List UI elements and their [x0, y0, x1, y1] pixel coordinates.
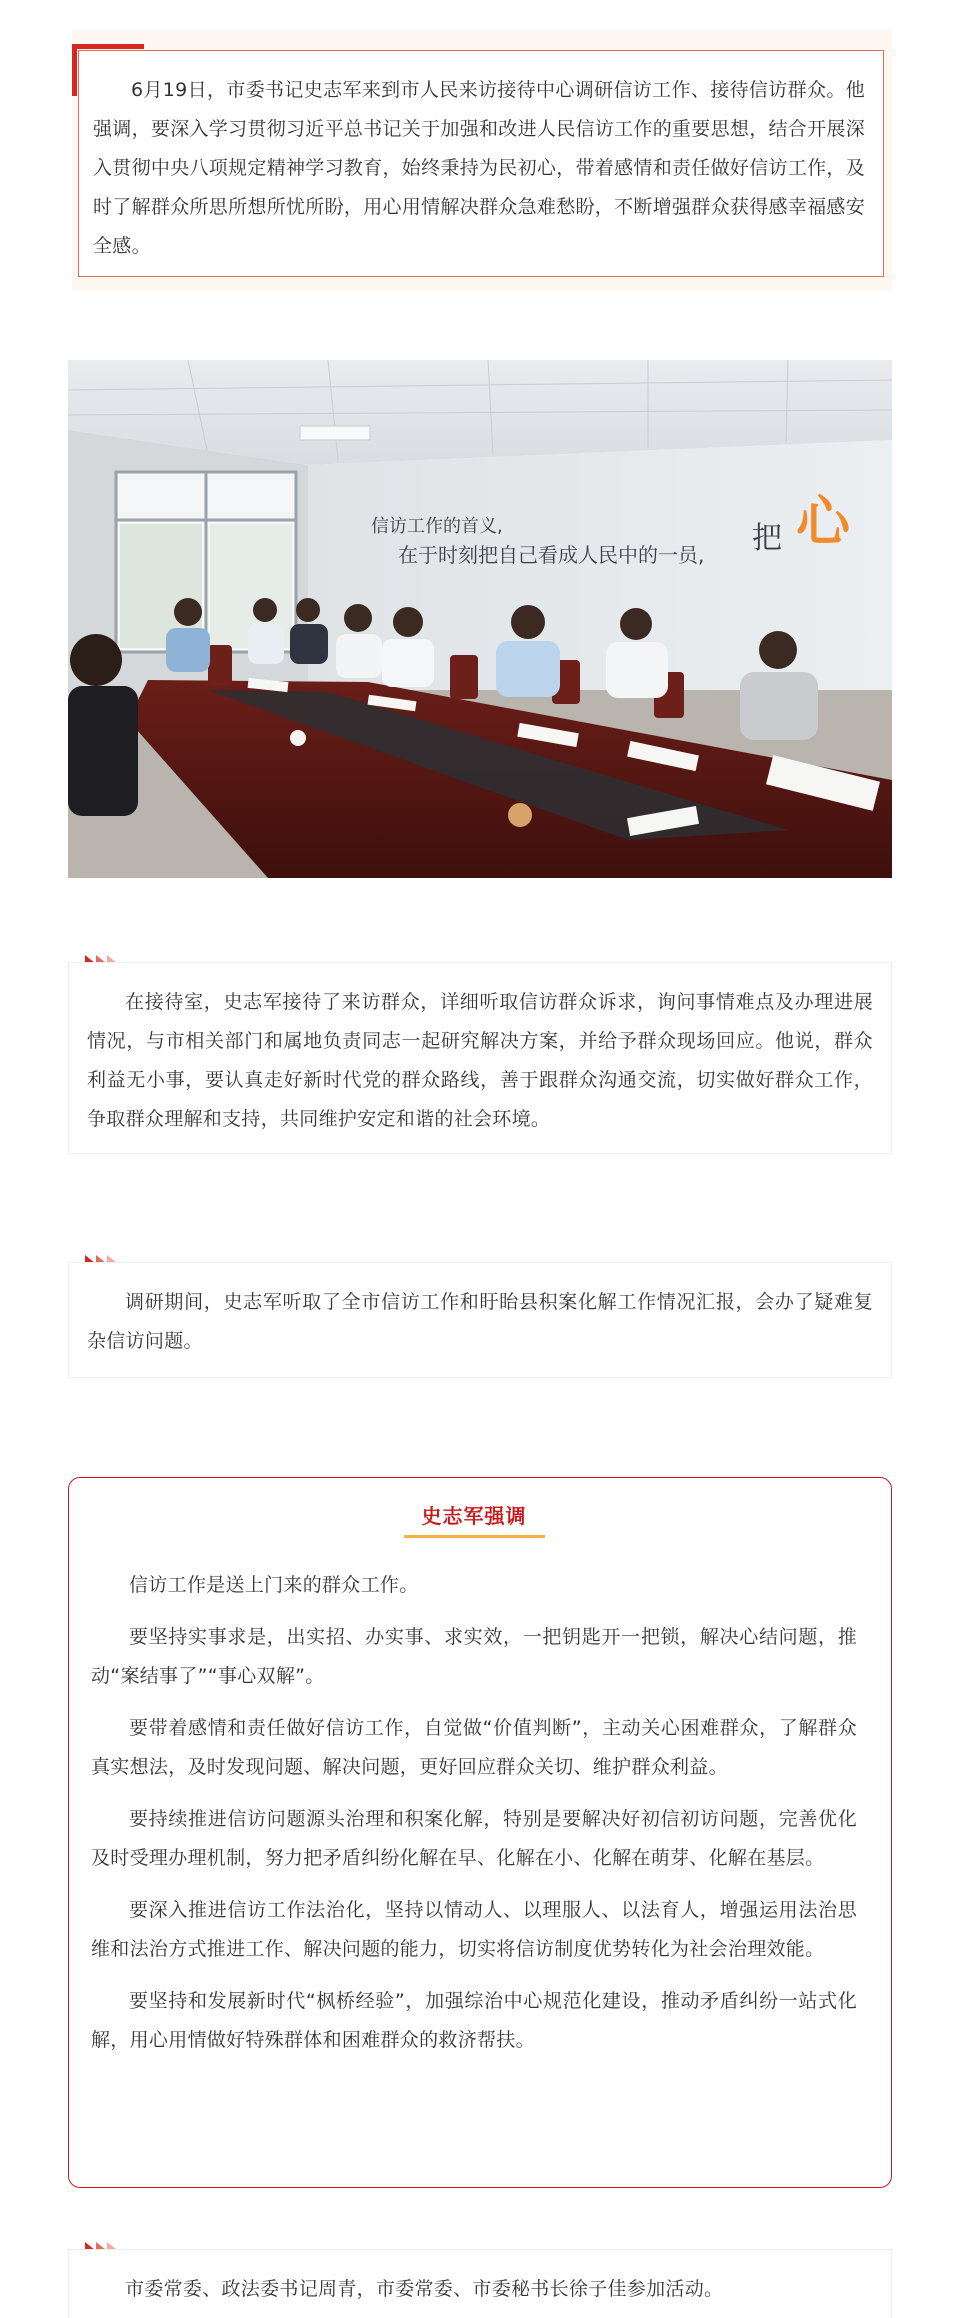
emphasis-title: 史志军强调 [404, 1500, 545, 1538]
wall-slogan-line1: 信访工作的首义, [371, 516, 503, 537]
emphasis-point: 要坚持和发展新时代“枫桥经验”，加强综治中心规范化建设，推动矛盾纠纷一站式化解，用心用情做好特殊群体和困难群众的救济帮扶。 [91, 1990, 857, 2051]
wall-slogan-line4: 心 [796, 490, 850, 553]
section-2-box [68, 1262, 892, 1378]
emphasis-point: 要持续推进信访问题源头治理和积案化解，特别是要解决好初信初访问题，完善优化及时受理办理机制，努力把矛盾纠纷化解在早、化解在小、化解在萌芽、化解在基层。 [91, 1808, 857, 1869]
intro-top-accent [72, 44, 144, 49]
section-2-paragraph: 调研期间，史志军听取了全市信访工作和盱眙县积案化解工作情况汇报，会办了疑难复杂信访问题。 [87, 1291, 873, 1352]
section-3-paragraph: 市委常委、政法委书记周青，市委常委、市委秘书长徐子佳参加活动。 [125, 2278, 724, 2300]
intro-paragraph: 6月19日，市委书记史志军来到市人民来访接待中心调研信访工作、接待信访群众。他强调，要深入学习贯彻习近平总书记关于加强和改进人民信访工作的重要思想，结合开展深入贯彻中央八项规定精神学习教育，始终秉持为民初心，带着感情和责任做好信访工作，及时了解群众所思所想所忧所盼，用心用情解决群众急难愁盼，不断增强群众获得感幸福感安全感。 [93, 79, 866, 257]
section-1-paragraph: 在接待室，史志军接待了来访群众，详细听取信访群众诉求，询问事情难点及办理进展情况，与市相关部门和属地负责同志一起研究解决方案，并给予群众现场回应。他说，群众利益无小事，要认真走好新时代党的群众路线，善于跟群众沟通交流，切实做好群众工作，争取群众理解和支持，共同维护安定和谐的社会环境。 [87, 991, 873, 1130]
emphasis-point: 信访工作是送上门来的群众工作。 [129, 1574, 419, 1596]
wall-slogan-line2: 在于时刻把自己看成人民中的一员, [398, 543, 705, 567]
emphasis-point: 要带着感情和责任做好信访工作，自觉做“价值判断”，主动关心困难群众，了解群众真实想法，及时发现问题、解决问题，更好回应群众关切、维护群众利益。 [91, 1717, 857, 1778]
section-3-box [68, 2249, 892, 2318]
emphasis-panel [68, 1477, 892, 2188]
meeting-photo [68, 360, 892, 878]
wall-slogan-line3: 把 [752, 521, 782, 556]
intro-box [78, 50, 884, 277]
section-1-box [68, 962, 892, 1154]
intro-corner-accent [72, 44, 77, 96]
emphasis-point: 要深入推进信访工作法治化，坚持以情动人、以理服人、以法育人，增强运用法治思维和法治方式推进工作、解决问题的能力，切实将信访制度优势转化为社会治理效能。 [91, 1899, 857, 1960]
intro-panel [72, 30, 892, 291]
emphasis-points [91, 1566, 857, 2060]
emphasis-point: 要坚持实事求是，出实招、办实事、求实效，一把钥匙开一把锁，解决心结问题，推动“案结事了”“事心双解”。 [91, 1626, 857, 1687]
